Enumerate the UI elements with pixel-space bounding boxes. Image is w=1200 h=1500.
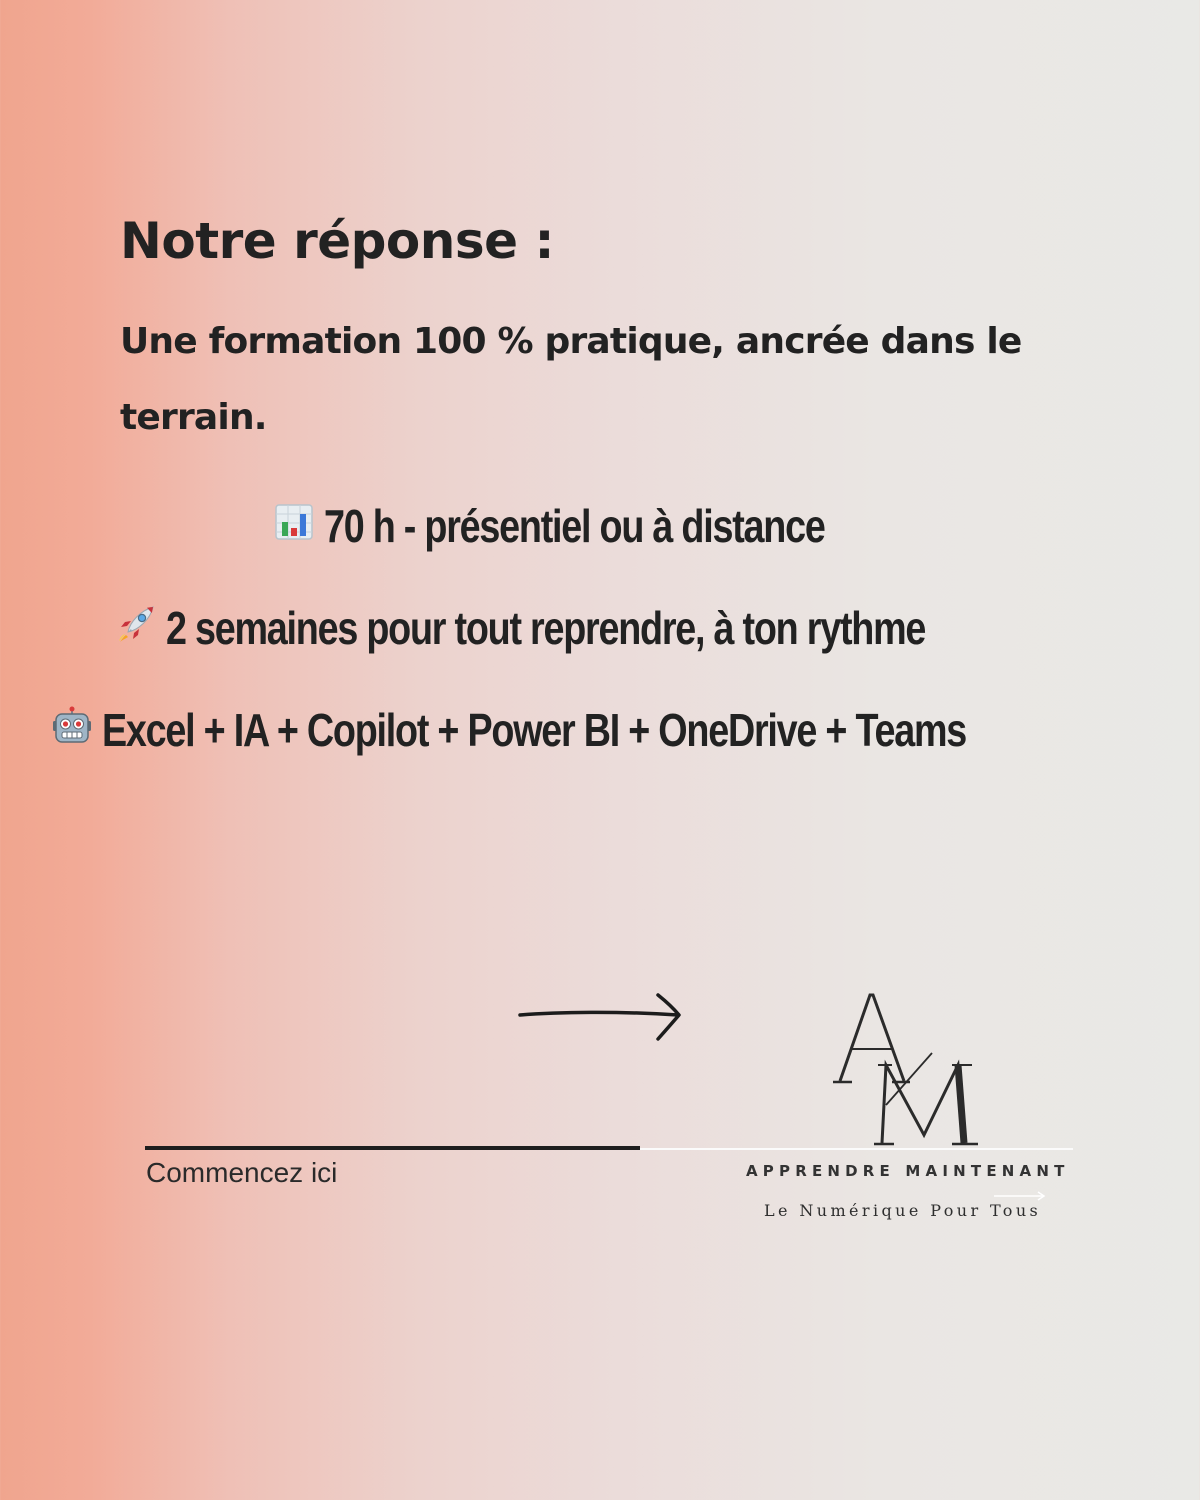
rocket-icon bbox=[116, 604, 156, 644]
cta-underline bbox=[145, 1146, 640, 1150]
feature-text: 70 h - présentiel ou à distance bbox=[323, 500, 825, 552]
robot-icon bbox=[52, 706, 92, 746]
feature-tools bbox=[0, 702, 1200, 804]
start-here-link[interactable]: Commencez ici bbox=[146, 1157, 338, 1188]
feature-text: Excel + IA + Copilot + Power BI + OneDrive + Teams bbox=[102, 704, 967, 756]
feature-schedule bbox=[0, 600, 1200, 702]
bar-chart-icon bbox=[274, 502, 314, 542]
feature-list bbox=[0, 498, 1200, 804]
arrow-right-icon bbox=[518, 990, 688, 1046]
am-monogram-logo bbox=[830, 985, 990, 1155]
feature-text: 2 semaines pour tout reprendre, à ton rythme bbox=[166, 602, 926, 654]
brand-name: APPRENDRE MAINTENANT bbox=[746, 1162, 1070, 1180]
feature-duration bbox=[0, 498, 1200, 600]
page-title: Notre réponse : bbox=[120, 212, 554, 270]
small-arrow-icon bbox=[992, 1189, 1048, 1203]
subtitle: Une formation 100 % pratique, ancrée dans le terrain. bbox=[120, 321, 1022, 438]
brand-tagline: Le Numérique Pour Tous bbox=[764, 1201, 1042, 1220]
